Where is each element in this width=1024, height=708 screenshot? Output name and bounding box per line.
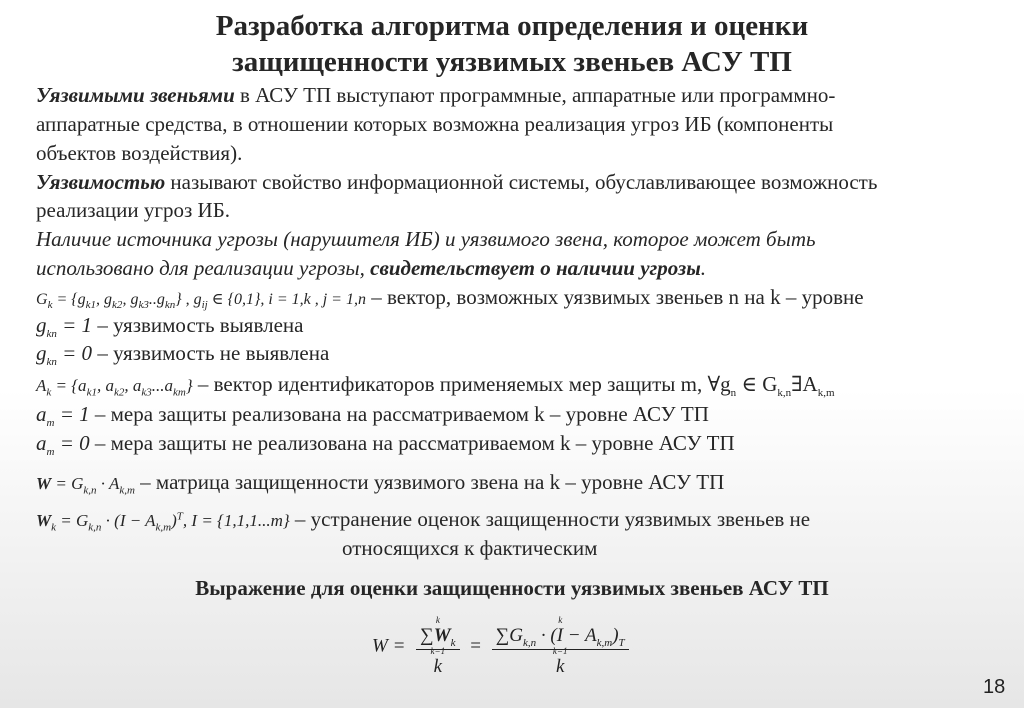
formula-part-ak-text: – вектор идентификаторов применяемых мер защиты m, $\forall g_n$ ∈ $G_{k,n}\exists A_{k,m}$ [192, 372, 835, 400]
formula-part-am1: $a_m = 1$ [36, 402, 90, 430]
formula-ak [36, 372, 835, 399]
formula-part-am0: $a_m = 0$ [36, 431, 90, 459]
formula-part-gk: $G_k = \{g_{k1}$, $g_{k2}$, $g_{k3}..g_{kn}$} , $g_{ij}$ ∈ {0,1}, i = 1,k , j = 1,n [36, 291, 366, 312]
formula-part-wk: $W_k = G_{k,n} \cdot (I - A_{k,m})^T$, I = {1,1,1...m} [36, 510, 290, 534]
formula-part-num2: $\sum G_{k,n} \cdot (I - A_{k,m})_T$ [492, 625, 629, 650]
section-subtitle: Выражение для оценки защищенности уязвимых звеньев АСУ ТП [195, 576, 829, 600]
formula-part-w: $W = G_{k,n} \cdot A_{k,m}$ [36, 474, 135, 497]
term-vulnerable-links: Уязвимыми звеньями [36, 83, 235, 107]
formula-part-g1: $g_{kn} = 1$ [36, 313, 93, 341]
formula-gk: $G_k = \{g_{k1}$, $g_{k2}$, $g_{k3}..g_{kn}$} , $g_{ij}$ ∈ {0,1}, i = 1,k , j = 1,n – вектор, возможных уязвимых звеньев n на k – уровне [36, 285, 864, 312]
formula-g0: $g_{kn} = 0$ – уязвимость не выявлена [36, 341, 330, 369]
final-formula: W = k $\sum W_k$ k=1 k = k $\sum G_{k,n} \cdot (I - A_{k,m})_T$ k=1 k [372, 615, 629, 678]
formula-part-g0: $g_{kn} = 0$ [36, 341, 93, 369]
formula-part-num1: $\sum W_k$ [416, 625, 459, 650]
formula-am0: $a_m = 0$ – мера защиты не реализована на рассматриваемом k – уровне АСУ ТП [36, 431, 735, 459]
formula-g1: $g_{kn} = 1$ – уязвимость выявлена [36, 313, 304, 341]
title-line-1: Разработка алгоритма определения и оценки [215, 10, 809, 42]
formula-am1: $a_m = 1$ – мера защиты реализована на рассматриваемом k – уровне АСУ ТП [36, 402, 709, 430]
formula-w: $W = G_{k,n} \cdot A_{k,m}$ – матрица защищенности уязвимого звена на k – уровне АСУ ТП [36, 470, 725, 497]
formula-wk: $W_k = G_{k,n} \cdot (I - A_{k,m})^T$, I = {1,1,1...m} – устранение оценок защищенности уязвимых звеньев не [36, 507, 811, 534]
term-vulnerability: Уязвимостью [36, 170, 166, 194]
formula-wk-continuation: относящихся к фактическим [342, 536, 598, 560]
page-number: 18 [983, 676, 1006, 698]
formula-part-ak: $A_k = \{a_{k1}$, $a_{k2}$, $a_{k3}...a_{km}$} [36, 376, 193, 399]
title-line-2: защищенности уязвимых звеньев АСУ ТП [232, 46, 792, 78]
